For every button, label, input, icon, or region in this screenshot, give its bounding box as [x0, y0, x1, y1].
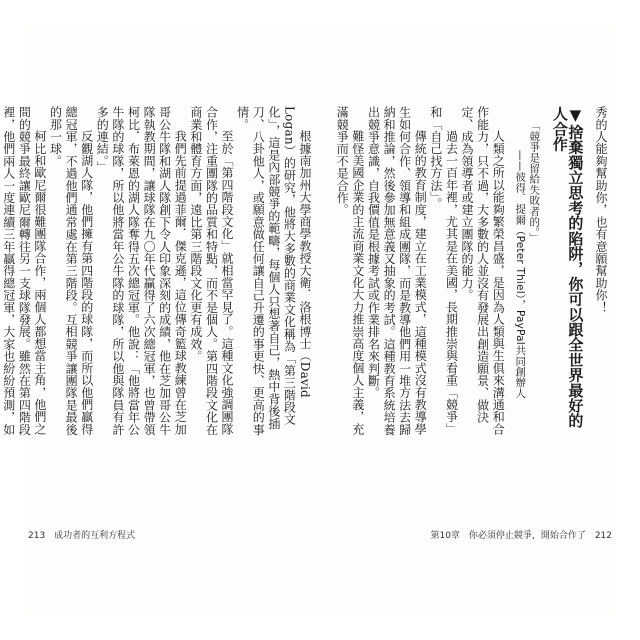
left-page-footer: [28, 528, 135, 541]
right-page: [316, 28, 616, 616]
paragraph: 我們先前提過菲爾．傑克遜，這位傳奇籃球教練曾在芝加哥公牛隊和湖人隊創下令人印象深刻的成績，他在芝加哥公牛隊執教期間，讓球隊在九〇年代贏得了六次總冠軍，也曾帶領柯比．布萊恩的湖人隊奪得五次總冠軍。他說：「他將當年公牛隊的球隊，所以他將當年公牛隊的球隊，所以他與隊員有許多的連結。」: [95, 106, 188, 436]
paragraph: 至於「第四階段文化」就相當罕見了。這種文化強調團隊合作，注重團隊的品質和特點，而不是個人。第四階段文化在商業和體育方面，遠比第三階段文化更有成效。: [188, 106, 235, 436]
epigraph-source: ——彼得．提爾（Peter Thiel），PayPal共同創辦人: [514, 150, 527, 399]
running-title: 成功者的互利方程式: [54, 531, 136, 541]
right-page-body: [326, 106, 608, 436]
paragraph-continued: 秀的人能夠幫助你，也有意願幫助你！: [594, 106, 608, 314]
paragraph: 過去一百年裡，尤其是在美國，長期推崇與看重「競爭」和「自己找方法」。: [428, 106, 459, 435]
epigraph: [513, 120, 541, 436]
left-page-body: [1, 106, 312, 436]
running-title: 第10章 你必須停止競爭，開始合作了: [430, 531, 586, 541]
left-page: [1, 28, 324, 616]
paragraph: 柯比和歐尼爾很難團隊合作，兩個人都想當主角，他們之間的競爭最終讓歐尼爾轉往另一支球隊發展。雖然在第四階段裡，他們兩人一度連續三年贏得總冠軍，大家也紛紛預測，如: [1, 106, 47, 436]
page-number: 212: [594, 531, 612, 541]
paragraph: 反觀湖人隊，他們擁有第四階段的球隊，而所以他們贏得總冠軍，不過他們通常處在第三階段。互相競爭讓團隊是最後的那一球。: [48, 106, 94, 436]
epigraph-text: 「競爭是留給失敗者的。」: [528, 120, 541, 244]
paragraph: 根據南加州大學商學教授大衛．洛根博士（David Logan）的研究，他將大多數的商業文化稱為「第三階段文化」，這是內部競爭的範疇，每個人只想著自己，熱中背後插刀、八卦他人，或願意做任何讓自己升遷的事更快、更高的事情。: [235, 106, 312, 436]
paragraph: 難怪美國企業的主流商業文化大力推崇高度個人主義，充滿競爭而不是合作。: [335, 106, 365, 435]
paragraph: 人類之所以能夠繁榮昌盛，是因為人類與生俱來溝通和合作能力，只不過，大多數的人並沒有發展出創造願景、做決定、成為領導者或建立團隊的能力。: [460, 106, 506, 435]
right-page-footer: [430, 528, 612, 541]
paragraph: 傳統的教育制度，建立在工業模式，這種模式沒有教導學生如何合作、領導和組成團隊，而是教導他們用一堆方法去歸納和推論，然後參加無意義又抽象的考試。這種教育系統培養出競爭意識，自我價值是根據考試或作業排名來判斷。: [366, 106, 428, 436]
page-number: 213: [28, 531, 46, 541]
section-heading: ▼捨棄獨立思考的陷阱，你可以跟全世界最好的人合作: [550, 106, 585, 429]
